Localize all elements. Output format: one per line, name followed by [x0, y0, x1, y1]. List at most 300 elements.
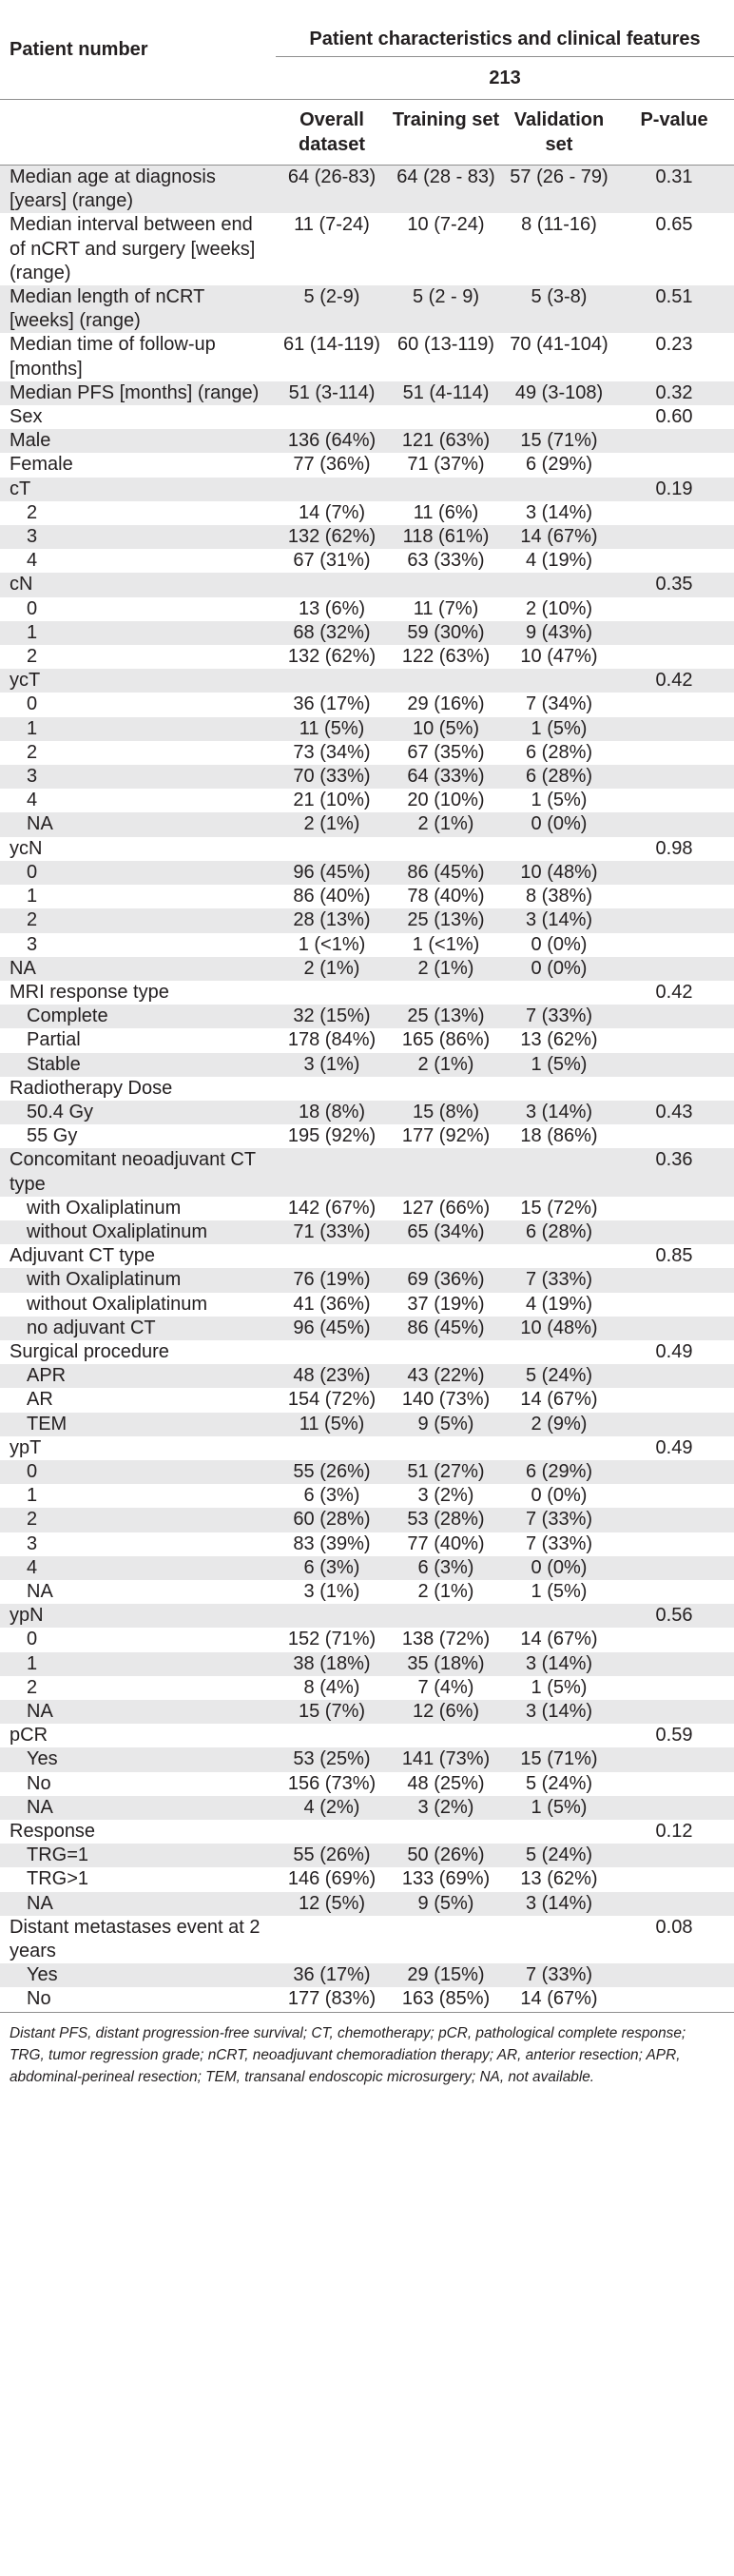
- cell-overall: 146 (69%): [287, 1868, 377, 1890]
- cell-training: 9 (5%): [388, 1892, 504, 1916]
- cell-training: 77 (40%): [407, 1532, 485, 1554]
- cell-label: NA: [0, 812, 276, 836]
- cell-pvalue: [614, 1532, 734, 1556]
- cell-pvalue: [614, 1963, 734, 1987]
- cell-pvalue: [614, 1747, 734, 1771]
- cell-label: 1: [0, 717, 276, 741]
- table-row: [0, 1892, 734, 1916]
- cell-overall: 132 (62%): [276, 525, 388, 549]
- cell-overall: 51 (3-114): [276, 381, 388, 405]
- cell-training: 127 (66%): [401, 1197, 491, 1219]
- table-row: [0, 213, 734, 285]
- cell-training: 2 (1%): [388, 812, 504, 836]
- table-row: [0, 549, 734, 573]
- cell-validation: 3 (14%): [504, 1652, 614, 1676]
- cell-validation: 13 (62%): [520, 1029, 598, 1051]
- cell-label: MRI response type: [10, 981, 169, 1003]
- cell-pvalue: [614, 1796, 734, 1820]
- cell-overall: [276, 669, 388, 693]
- cell-overall: 67 (31%): [293, 550, 371, 572]
- cell-training: 11 (6%): [413, 501, 479, 523]
- cell-label: NA: [0, 1700, 276, 1724]
- cell-overall: 48 (23%): [276, 1364, 388, 1388]
- table-row: [0, 1460, 734, 1484]
- cell-validation: 6 (29%): [504, 1460, 614, 1484]
- cell-validation: 7 (33%): [504, 1268, 614, 1292]
- cell-overall: 53 (25%): [276, 1747, 388, 1771]
- empty-header-cell: [0, 100, 276, 166]
- cell-validation: 0 (0%): [504, 957, 614, 981]
- cell-training: 29 (16%): [407, 693, 485, 715]
- cell-training: 86 (45%): [388, 1317, 504, 1340]
- cell-pvalue: [614, 1987, 734, 2012]
- cell-label: cT: [0, 478, 276, 501]
- cell-validation: 2 (10%): [525, 597, 593, 619]
- cell-pvalue: 0.32: [614, 381, 734, 405]
- col-header-pvalue: P-value: [614, 100, 734, 166]
- table-row: [0, 1364, 734, 1388]
- cell-pvalue: 0.51: [614, 285, 734, 333]
- cell-pvalue: 0.49: [655, 1340, 693, 1362]
- cell-training: [388, 1148, 504, 1196]
- cell-overall: 64 (26-83): [276, 166, 388, 214]
- cell-label: 1: [27, 886, 38, 907]
- cell-pvalue: [614, 597, 734, 621]
- cell-pvalue: [614, 1628, 734, 1651]
- table-row: [0, 1556, 734, 1580]
- cell-pvalue: [614, 908, 734, 932]
- cell-label: 4: [27, 790, 38, 811]
- cell-label: 0: [27, 1629, 38, 1650]
- cell-pvalue: [614, 549, 734, 573]
- cell-overall: [276, 837, 388, 861]
- cell-overall: 68 (32%): [276, 621, 388, 645]
- cell-validation: 1 (5%): [531, 790, 588, 811]
- cell-validation: 5 (24%): [525, 1772, 593, 1794]
- cell-validation: 0 (0%): [504, 812, 614, 836]
- table-row: [0, 1124, 734, 1148]
- cell-training: 37 (19%): [407, 1293, 485, 1315]
- cell-label: ycN: [10, 837, 43, 859]
- cell-overall: 142 (67%): [287, 1197, 377, 1219]
- cell-training: 118 (61%): [388, 525, 504, 549]
- cell-validation: 7 (33%): [504, 1005, 614, 1028]
- table-row: [0, 1580, 734, 1604]
- table-row: [0, 1987, 734, 2012]
- cell-training: 2 (1%): [388, 1053, 504, 1077]
- cell-label: Median age at diagnosis [years] (range): [0, 166, 276, 214]
- cell-training: 6 (3%): [388, 1556, 504, 1580]
- table-row: [0, 1340, 734, 1364]
- cell-training: 60 (13-119): [397, 334, 494, 356]
- cell-pvalue: [614, 765, 734, 789]
- cell-overall: 55 (26%): [276, 1844, 388, 1867]
- table-row: [0, 957, 734, 981]
- cell-label: No: [0, 1987, 276, 2012]
- table-row: [0, 429, 734, 453]
- cell-validation: [504, 1916, 614, 1963]
- patient-number-value: 213: [276, 57, 734, 100]
- cell-label: with Oxaliplatinum: [27, 1197, 182, 1219]
- cell-overall: 1 (<1%): [298, 933, 366, 955]
- group-title: Patient characteristics and clinical features: [276, 0, 734, 57]
- cell-validation: 15 (72%): [520, 1197, 598, 1219]
- table-row: [0, 1388, 734, 1412]
- cell-training: 10 (7-24): [407, 214, 485, 236]
- cell-label: Median PFS [months] (range): [0, 381, 276, 405]
- cell-training: [388, 1340, 504, 1364]
- cell-validation: 1 (5%): [504, 1796, 614, 1820]
- cell-overall: 28 (13%): [276, 908, 388, 932]
- table-row: [0, 1796, 734, 1820]
- cell-label: 2: [27, 501, 38, 523]
- cell-training: 69 (36%): [388, 1268, 504, 1292]
- cell-pvalue: [614, 1867, 734, 1891]
- cell-training: [388, 981, 504, 1005]
- cell-training: 15 (8%): [388, 1101, 504, 1124]
- table-row: [0, 1820, 734, 1844]
- cell-pvalue: [614, 933, 734, 957]
- cell-label: NA: [0, 1796, 276, 1820]
- cell-validation: 0 (0%): [531, 1485, 588, 1507]
- table-row: [0, 1436, 734, 1460]
- cell-training: 29 (15%): [388, 1963, 504, 1987]
- cell-pvalue: 0.19: [614, 478, 734, 501]
- cell-overall: 177 (83%): [276, 1987, 388, 2012]
- cell-training: 133 (69%): [401, 1868, 491, 1890]
- table-row: [0, 573, 734, 596]
- cell-pvalue: [614, 1652, 734, 1676]
- cell-pvalue: 0.08: [655, 1916, 693, 1938]
- cell-label: AR: [27, 1389, 53, 1411]
- cell-validation: 8 (38%): [525, 886, 593, 907]
- table-row: [0, 1293, 734, 1317]
- cell-pvalue: 0.36: [614, 1148, 734, 1196]
- cell-label: Concomitant neoadjuvant CT type: [0, 1148, 276, 1196]
- cell-pvalue: [614, 1700, 734, 1724]
- cell-overall: 55 (26%): [276, 1460, 388, 1484]
- cell-pvalue: 0.35: [614, 573, 734, 596]
- cell-label: TRG>1: [27, 1868, 89, 1890]
- cell-pvalue: 0.31: [614, 166, 734, 214]
- cell-pvalue: [614, 1293, 734, 1317]
- cell-overall: [276, 1916, 388, 1963]
- cell-validation: 3 (14%): [504, 1892, 614, 1916]
- cell-label: Response: [10, 1821, 96, 1843]
- cell-label: 4: [0, 1556, 276, 1580]
- table-row: [0, 789, 734, 812]
- cell-label: 55 Gy: [27, 1125, 78, 1147]
- cell-validation: [504, 1820, 614, 1844]
- table-row: [0, 381, 734, 405]
- cell-label: 3: [27, 933, 38, 955]
- cell-training: [388, 1077, 504, 1101]
- cell-validation: 6 (28%): [504, 1220, 614, 1244]
- cell-label: Sex: [10, 406, 43, 428]
- cell-validation: 0 (0%): [504, 1556, 614, 1580]
- cell-overall: 5 (2-9): [276, 285, 388, 333]
- table-row: [0, 1916, 734, 1963]
- patient-number-label: Patient number: [0, 0, 276, 100]
- table-row: [0, 1867, 734, 1891]
- cell-training: 51 (4-114): [388, 381, 504, 405]
- table-row: [0, 908, 734, 932]
- cell-validation: [504, 1077, 614, 1101]
- cell-training: 64 (33%): [388, 765, 504, 789]
- cell-pvalue: [614, 812, 734, 836]
- table-footnote: Distant PFS, distant progression-free survival; CT, chemotherapy; pCR, pathological complete response; TRG, tumor regression grade; nCRT, neoadjuvant chemoradiation therapy; AR, anterior resection; APR, abdominal-perineal resection; TEM, transanal endoscopic microsurgery; NA, not available.: [10, 2024, 686, 2085]
- table-row: [0, 765, 734, 789]
- cell-validation: 57 (26 - 79): [504, 166, 614, 214]
- cell-label: Median time of follow-up [months]: [10, 334, 216, 380]
- cell-validation: 1 (5%): [504, 717, 614, 741]
- cell-validation: 1 (5%): [504, 1053, 614, 1077]
- cell-training: 67 (35%): [407, 741, 485, 763]
- cell-overall: 36 (17%): [276, 1963, 388, 1987]
- cell-training: 63 (33%): [407, 550, 485, 572]
- table-row: [0, 1317, 734, 1340]
- cell-overall: [276, 573, 388, 596]
- col-header-training: Training set: [388, 100, 504, 166]
- cell-pvalue: [614, 453, 734, 477]
- cell-label: 2: [27, 741, 38, 763]
- table-row: [0, 1220, 734, 1244]
- cell-label: 2: [0, 1508, 276, 1532]
- cell-training: [388, 1244, 504, 1268]
- cell-validation: 5 (24%): [504, 1844, 614, 1867]
- table-row: [0, 1700, 734, 1724]
- cell-overall: 76 (19%): [276, 1268, 388, 1292]
- cell-validation: 3 (14%): [525, 501, 593, 523]
- table-row: [0, 285, 734, 333]
- cell-training: 51 (27%): [388, 1460, 504, 1484]
- cell-label: cN: [0, 573, 276, 596]
- cell-pvalue: [614, 789, 734, 812]
- table-row: [0, 1005, 734, 1028]
- cell-training: [388, 1820, 504, 1844]
- table-row: [0, 1268, 734, 1292]
- cell-label: Radiotherapy Dose: [10, 1077, 173, 1099]
- table-row: [0, 1053, 734, 1077]
- table-row: [0, 333, 734, 381]
- cell-label: ycT: [0, 669, 276, 693]
- cell-pvalue: [614, 1460, 734, 1484]
- cell-training: 2 (1%): [417, 1580, 474, 1602]
- cell-validation: [504, 1436, 614, 1460]
- cell-validation: 4 (19%): [525, 550, 593, 572]
- cell-training: 1 (<1%): [412, 933, 480, 955]
- table-row: [0, 1724, 734, 1747]
- cell-overall: 178 (84%): [287, 1029, 377, 1051]
- table-row: [0, 1963, 734, 1987]
- cell-pvalue: [614, 429, 734, 453]
- cell-training: 78 (40%): [407, 886, 485, 907]
- cell-validation: [504, 478, 614, 501]
- cell-label: 2: [27, 1676, 38, 1698]
- cell-validation: [504, 1244, 614, 1268]
- cell-training: 43 (22%): [388, 1364, 504, 1388]
- cell-overall: [276, 1244, 388, 1268]
- cell-training: [388, 837, 504, 861]
- cell-validation: 7 (33%): [504, 1963, 614, 1987]
- cell-pvalue: 0.12: [655, 1821, 693, 1843]
- cell-label: 1: [27, 1485, 38, 1507]
- cell-training: 10 (5%): [388, 717, 504, 741]
- table-row: [0, 525, 734, 549]
- cell-validation: 7 (33%): [504, 1508, 614, 1532]
- cell-pvalue: 0.42: [614, 669, 734, 693]
- cell-validation: 5 (3-8): [504, 285, 614, 333]
- table-row: [0, 1077, 734, 1101]
- cell-label: without Oxaliplatinum: [0, 1220, 276, 1244]
- cell-label: no adjuvant CT: [0, 1317, 276, 1340]
- table-row: [0, 693, 734, 716]
- cell-training: [388, 1916, 504, 1963]
- table-row: [0, 1844, 734, 1867]
- cell-validation: 8 (11-16): [521, 214, 597, 236]
- cell-validation: 4 (19%): [525, 1293, 593, 1315]
- cell-validation: 10 (48%): [504, 861, 614, 885]
- cell-label: 4: [27, 550, 38, 572]
- cell-overall: 195 (92%): [287, 1125, 377, 1147]
- cell-overall: [276, 405, 388, 429]
- table-body: [0, 166, 734, 2013]
- cell-label: 50.4 Gy: [0, 1101, 276, 1124]
- cell-training: [388, 1724, 504, 1747]
- cell-validation: 15 (71%): [504, 1747, 614, 1771]
- cell-overall: 77 (36%): [293, 454, 371, 476]
- cell-pvalue: [614, 1844, 734, 1867]
- cell-validation: [504, 837, 614, 861]
- table-row: [0, 669, 734, 693]
- cell-validation: 10 (47%): [520, 646, 598, 668]
- cell-training: 64 (28 - 83): [388, 166, 504, 214]
- cell-overall: 156 (73%): [287, 1772, 377, 1794]
- cell-pvalue: 0.42: [655, 981, 693, 1003]
- cell-validation: 7 (33%): [525, 1532, 593, 1554]
- cell-pvalue: [614, 1005, 734, 1028]
- cell-validation: [504, 573, 614, 596]
- cell-label: NA: [27, 1580, 53, 1602]
- cell-label: 0: [0, 861, 276, 885]
- cell-validation: 6 (29%): [525, 454, 593, 476]
- cell-training: 138 (72%): [401, 1629, 491, 1650]
- cell-training: 25 (13%): [388, 1005, 504, 1028]
- cell-label: 2: [0, 908, 276, 932]
- cell-overall: 6 (3%): [303, 1485, 360, 1507]
- cell-training: 86 (45%): [388, 861, 504, 885]
- cell-validation: 0 (0%): [531, 933, 588, 955]
- cell-pvalue: [614, 1892, 734, 1916]
- cell-label: Male: [0, 429, 276, 453]
- cell-overall: [276, 1340, 388, 1364]
- cell-overall: 13 (6%): [298, 597, 366, 619]
- cell-overall: 11 (5%): [276, 1413, 388, 1436]
- table-row: [0, 1532, 734, 1556]
- cell-training: 53 (28%): [388, 1508, 504, 1532]
- cell-training: 140 (73%): [401, 1389, 491, 1411]
- cell-training: 35 (18%): [388, 1652, 504, 1676]
- cell-label: APR: [0, 1364, 276, 1388]
- table-row: [0, 1676, 734, 1700]
- cell-pvalue: [614, 1053, 734, 1077]
- cell-training: 163 (85%): [388, 1987, 504, 2012]
- table-row: [0, 621, 734, 645]
- cell-pvalue: [614, 1388, 734, 1412]
- cell-pvalue: 0.60: [655, 406, 693, 428]
- cell-validation: 6 (28%): [504, 765, 614, 789]
- table-row: [0, 1148, 734, 1196]
- cell-pvalue: [614, 717, 734, 741]
- cell-training: 141 (73%): [388, 1747, 504, 1771]
- table-row: [0, 1652, 734, 1676]
- cell-overall: 18 (8%): [276, 1101, 388, 1124]
- table-row: [0, 1484, 734, 1508]
- cell-overall: 96 (45%): [276, 1317, 388, 1340]
- cell-overall: [276, 981, 388, 1005]
- cell-label: Yes: [0, 1747, 276, 1771]
- cell-label: Complete: [0, 1005, 276, 1028]
- table-row: [0, 885, 734, 908]
- cell-pvalue: [614, 957, 734, 981]
- cell-label: 0: [27, 597, 38, 619]
- cell-validation: 14 (67%): [504, 1987, 614, 2012]
- cell-label: with Oxaliplatinum: [0, 1268, 276, 1292]
- col-header-validation: Validation set: [504, 100, 614, 166]
- cell-overall: 2 (1%): [276, 957, 388, 981]
- cell-pvalue: 0.49: [655, 1436, 693, 1458]
- table-row: [0, 453, 734, 477]
- col-header-overall: Overall dataset: [276, 100, 388, 166]
- table-row: [0, 741, 734, 765]
- cell-label: NA: [0, 957, 276, 981]
- cell-training: 122 (63%): [401, 646, 491, 668]
- cell-pvalue: [614, 1556, 734, 1580]
- cell-pvalue: [614, 1124, 734, 1148]
- cell-overall: 4 (2%): [276, 1796, 388, 1820]
- cell-pvalue: [614, 501, 734, 525]
- cell-validation: 49 (3-108): [504, 381, 614, 405]
- table-row: [0, 861, 734, 885]
- cell-validation: 1 (5%): [531, 1580, 588, 1602]
- cell-overall: 86 (40%): [293, 886, 371, 907]
- table-row: [0, 1604, 734, 1628]
- cell-label: No: [27, 1772, 51, 1794]
- cell-training: [388, 1436, 504, 1460]
- cell-pvalue: 0.56: [614, 1604, 734, 1628]
- cell-training: 165 (86%): [401, 1029, 491, 1051]
- cell-validation: 10 (48%): [504, 1317, 614, 1340]
- cell-training: 2 (1%): [388, 957, 504, 981]
- cell-label: TEM: [0, 1413, 276, 1436]
- cell-training: [388, 669, 504, 693]
- cell-training: [388, 405, 504, 429]
- cell-pvalue: [614, 1484, 734, 1508]
- cell-validation: 70 (41-104): [510, 334, 608, 356]
- table-row: [0, 1028, 734, 1052]
- cell-validation: 2 (9%): [504, 1413, 614, 1436]
- cell-validation: [504, 1724, 614, 1747]
- table-row: [0, 837, 734, 861]
- cell-label: Partial: [27, 1029, 81, 1051]
- cell-overall: 38 (18%): [276, 1652, 388, 1676]
- cell-overall: 83 (39%): [293, 1532, 371, 1554]
- cell-pvalue: [614, 645, 734, 669]
- table-row: [0, 1772, 734, 1796]
- table-row: [0, 933, 734, 957]
- cell-overall: 70 (33%): [276, 765, 388, 789]
- cell-validation: 1 (5%): [531, 1676, 588, 1698]
